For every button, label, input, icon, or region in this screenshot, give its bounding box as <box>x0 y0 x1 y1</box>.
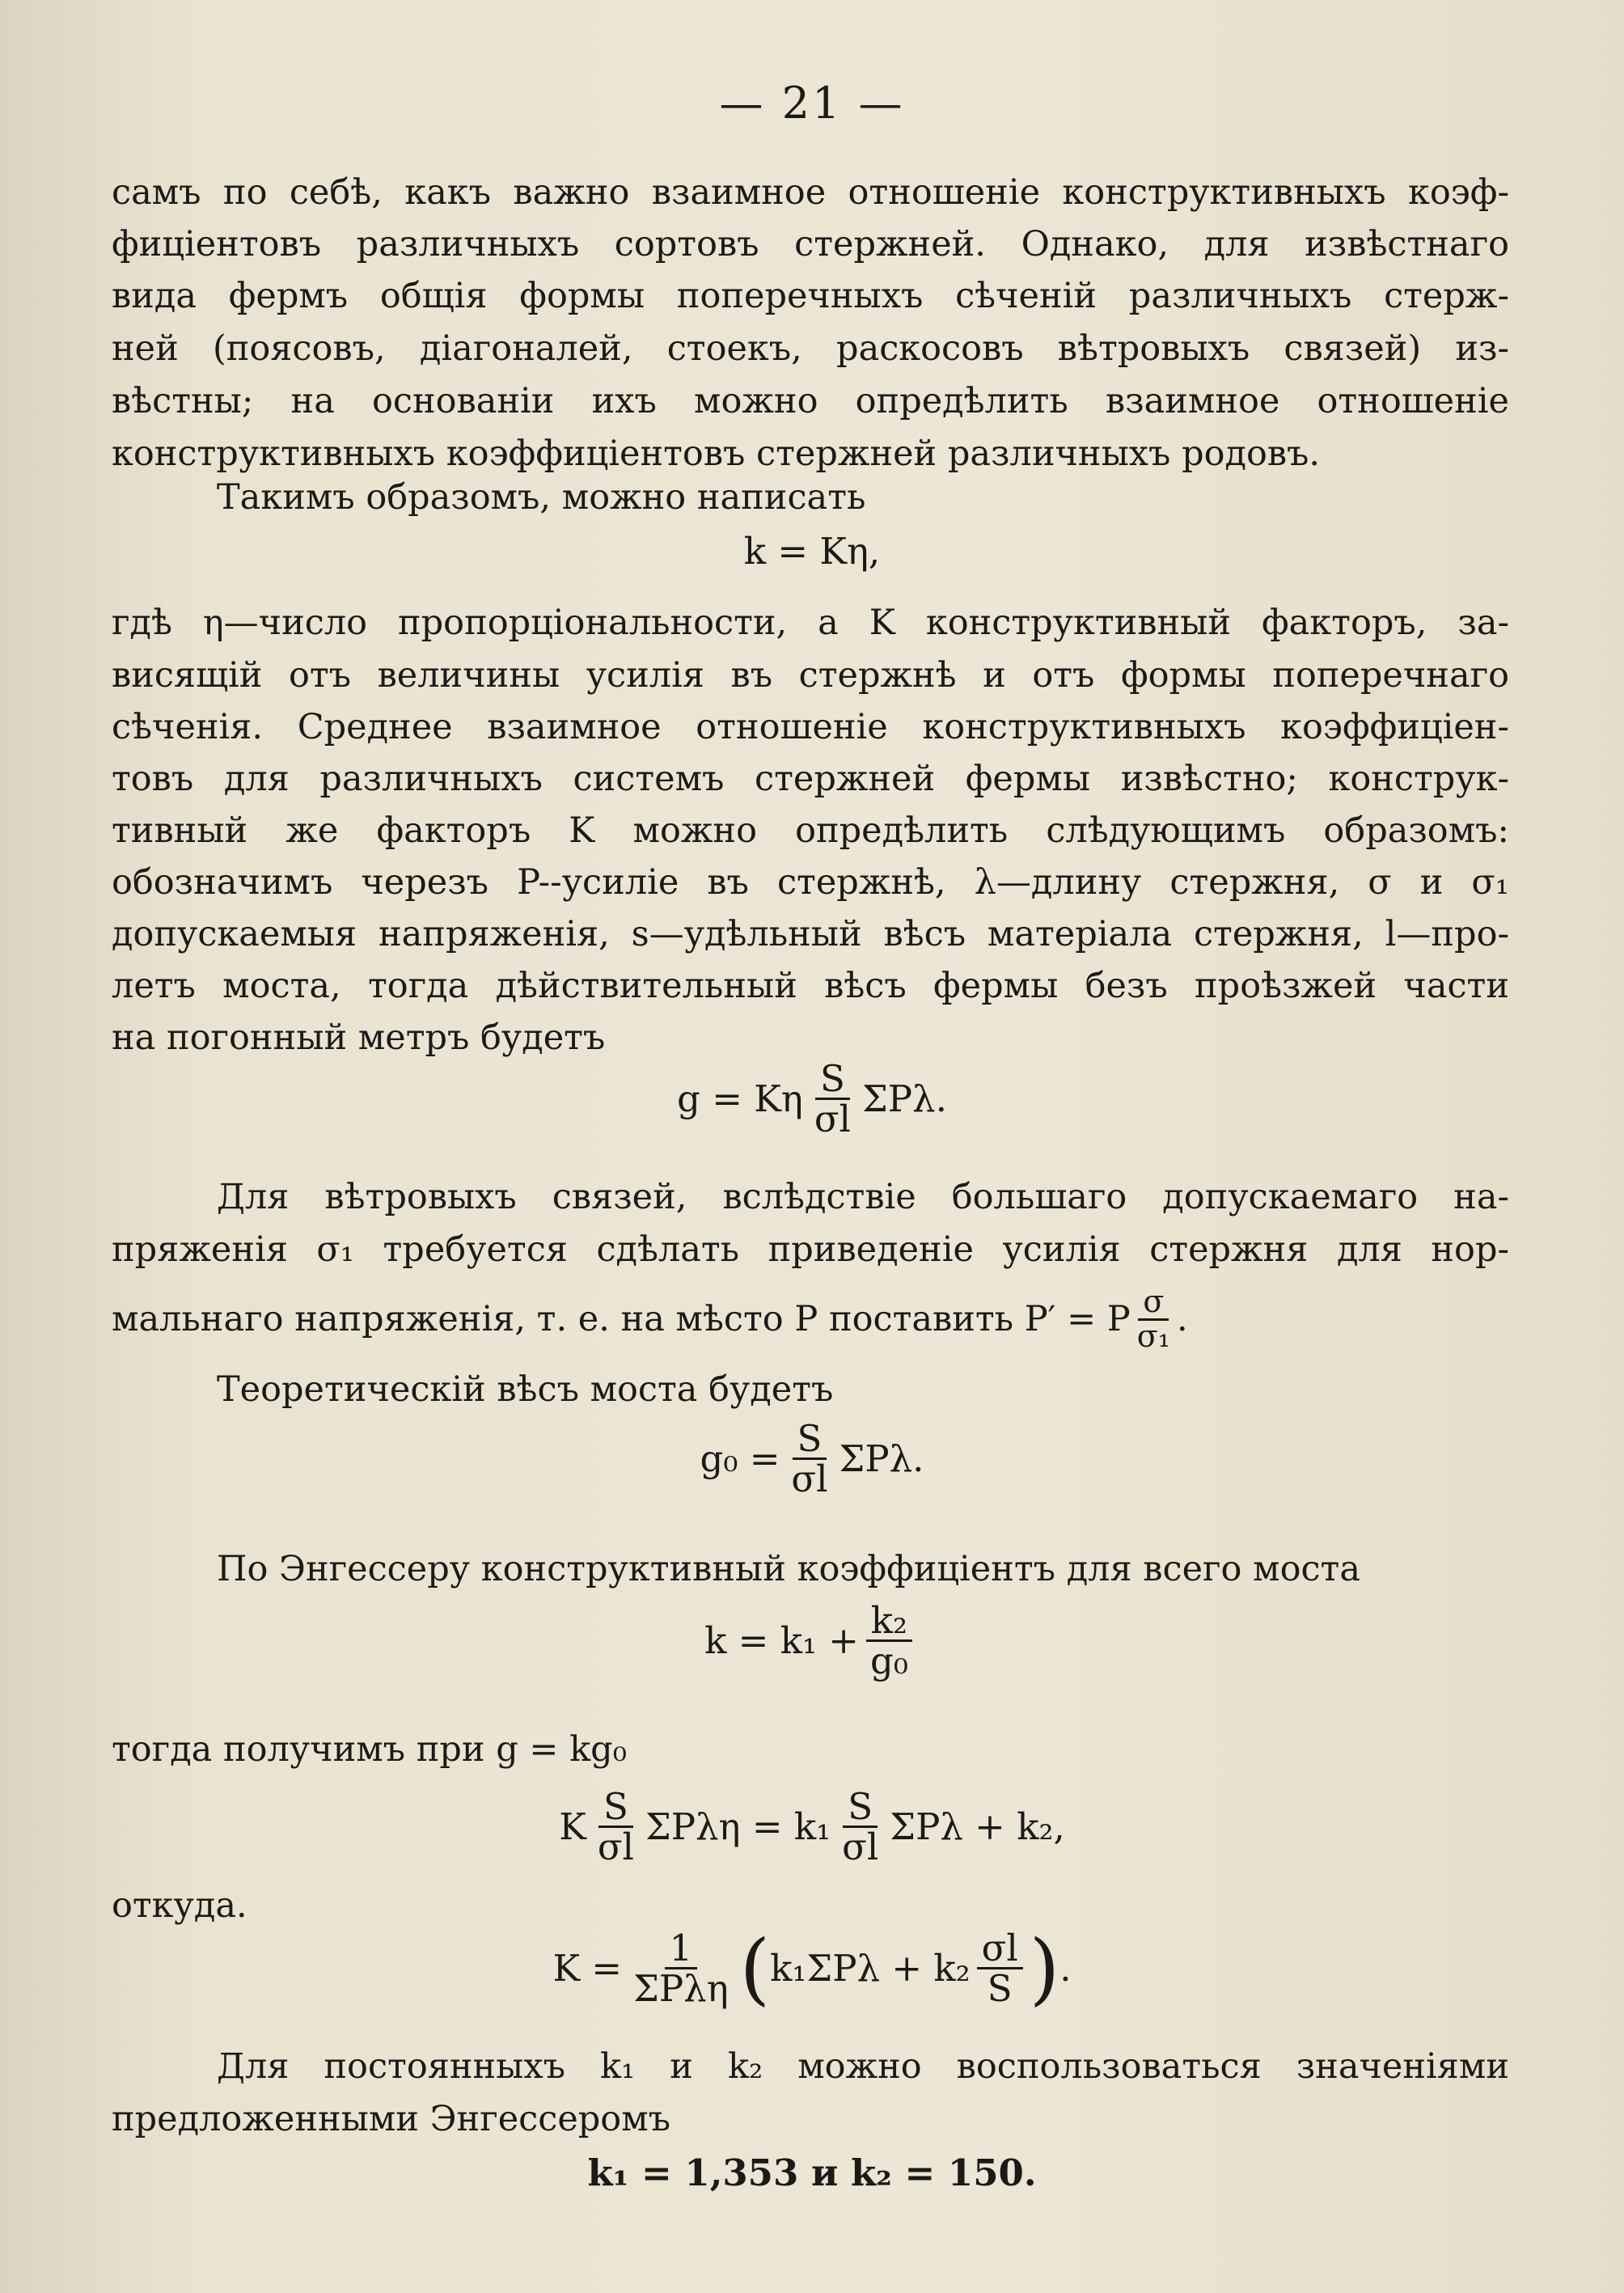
fraction-numerator: k₂ <box>866 1601 912 1642</box>
text-line: вѣстны; на основаніи ихъ можно опредѣлить взаимное отношеніе <box>112 381 1509 421</box>
text-line-with-fraction <box>112 1286 1509 1353</box>
equation-g0 <box>0 1419 1624 1499</box>
equation-constants: k₁ = 1,353 и k₂ = 150. <box>587 2151 1037 2194</box>
close-parenthesis: ) <box>1029 1923 1060 2014</box>
text-line: товъ для различныхъ системъ стержней фермы извѣстно; конструк- <box>112 759 1509 799</box>
text-line: фиціентовъ различныхъ сортовъ стержней. Однако, для извѣстнаго <box>112 224 1509 264</box>
fraction-numerator: σl <box>977 1929 1023 1969</box>
text-line: обозначимъ черезъ P--усиліе въ стержнѣ, λ—длину стержня, σ и σ₁ <box>112 862 1509 903</box>
eq-part: ΣPλ. <box>839 1437 924 1481</box>
eq-part: k = k₁ + <box>704 1619 860 1663</box>
fraction-denominator: σl <box>597 1826 634 1869</box>
text-line: Теоретическій вѣсъ моста будетъ <box>217 1369 834 1410</box>
equation-K <box>0 1923 1624 2014</box>
fraction-denominator: S <box>987 1967 1013 2011</box>
text-line: Для постоянныхъ k₁ и k₂ можно воспользоваться значеніями <box>217 2046 1509 2087</box>
fraction <box>593 1787 639 1867</box>
fraction <box>977 1927 1023 2011</box>
fraction-numerator: σ <box>1138 1286 1169 1321</box>
text-line: вида фермъ общія формы поперечныхъ сѣченій различныхъ стерж- <box>112 276 1509 316</box>
text-line: предложенными Энгессеромъ <box>112 2099 671 2139</box>
eq-part: g₀ = <box>700 1437 780 1481</box>
fraction <box>628 1927 734 2011</box>
eq-part: . <box>1059 1947 1072 1991</box>
equation-k <box>0 1601 1624 1681</box>
text-line: гдѣ η—число пропорціональности, а K конструктивный факторъ, за- <box>112 603 1509 643</box>
text-line: сѣченія. Среднее взаимное отношеніе конструктивныхъ коэффиціен- <box>112 707 1509 747</box>
eq-part: K = <box>552 1947 623 1991</box>
fraction <box>1132 1286 1175 1353</box>
text-line: Такимъ образомъ, можно написать <box>217 477 866 518</box>
fraction <box>810 1057 856 1141</box>
eq-part: ΣPλ + k₂, <box>890 1805 1065 1849</box>
text-line: на погонный метръ будетъ <box>112 1017 606 1058</box>
fraction-numerator: S <box>598 1787 633 1828</box>
eq-part: g = Kη <box>677 1077 803 1121</box>
text-line: самъ по себѣ, какъ важно взаимное отношеніе конструктивныхъ коэф- <box>112 172 1509 213</box>
fraction <box>865 1601 913 1681</box>
fraction-denominator: σl <box>814 1098 851 1141</box>
eq-part: ΣPλη = k₁ <box>645 1805 831 1849</box>
text-segment: мальнаго напряженія, т. е. на мѣсто P поставить P′ = P <box>112 1299 1131 1340</box>
fraction <box>837 1787 883 1867</box>
text-line: откуда. <box>112 1885 247 1926</box>
fraction-denominator: σl <box>791 1457 828 1501</box>
fraction <box>786 1419 832 1499</box>
equation-k-eq-k-eta: k = Kη, <box>743 530 881 573</box>
fraction-numerator: S <box>815 1060 850 1100</box>
equation-k-sum <box>0 1787 1624 1867</box>
open-parenthesis: ( <box>739 1923 771 2014</box>
text-line: висящій отъ величины усилія въ стержнѣ и отъ формы поперечнаго <box>112 655 1509 696</box>
text-segment: . <box>1176 1299 1188 1340</box>
fraction-numerator: S <box>843 1787 878 1828</box>
fraction-denominator: g₀ <box>870 1639 908 1683</box>
text-line: тогда получимъ при g = kg₀ <box>112 1729 627 1770</box>
text-line: пряженія σ₁ требуется сдѣлать приведеніе усилія стержня для нор- <box>112 1229 1509 1270</box>
text-line: ней (поясовъ, діагоналей, стоекъ, раскосовъ вѣтровыхъ связей) из- <box>112 328 1509 369</box>
fraction-numerator: 1 <box>665 1929 698 1969</box>
fraction-numerator: S <box>793 1419 827 1460</box>
fraction-denominator: ΣPλη <box>633 1967 729 2011</box>
text-line: По Энгессеру конструктивный коэффиціентъ для всего моста <box>217 1549 1360 1589</box>
fraction-denominator: σl <box>842 1826 879 1869</box>
text-line: конструктивныхъ коэффиціентовъ стержней различныхъ родовъ. <box>112 434 1321 474</box>
page-number: — 21 — <box>719 78 905 129</box>
text-line: Для вѣтровыхъ связей, вслѣдствіе большаго допускаемаго на- <box>217 1177 1509 1217</box>
eq-part: K <box>559 1805 586 1849</box>
text-line: тивный же факторъ K можно опредѣлить слѣдующимъ образомъ: <box>112 810 1509 851</box>
eq-part: ΣPλ. <box>861 1077 947 1121</box>
text-line: допускаемыя напряженія, s—удѣльный вѣсъ матеріала стержня, l—про- <box>112 914 1509 954</box>
fraction-denominator: σ₁ <box>1136 1318 1170 1354</box>
equation-g <box>0 1057 1624 1141</box>
text-line: летъ моста, тогда дѣйствительный вѣсъ фермы безъ проѣзжей части <box>112 966 1509 1006</box>
eq-part: k₁ΣPλ + k₂ <box>770 1947 971 1991</box>
